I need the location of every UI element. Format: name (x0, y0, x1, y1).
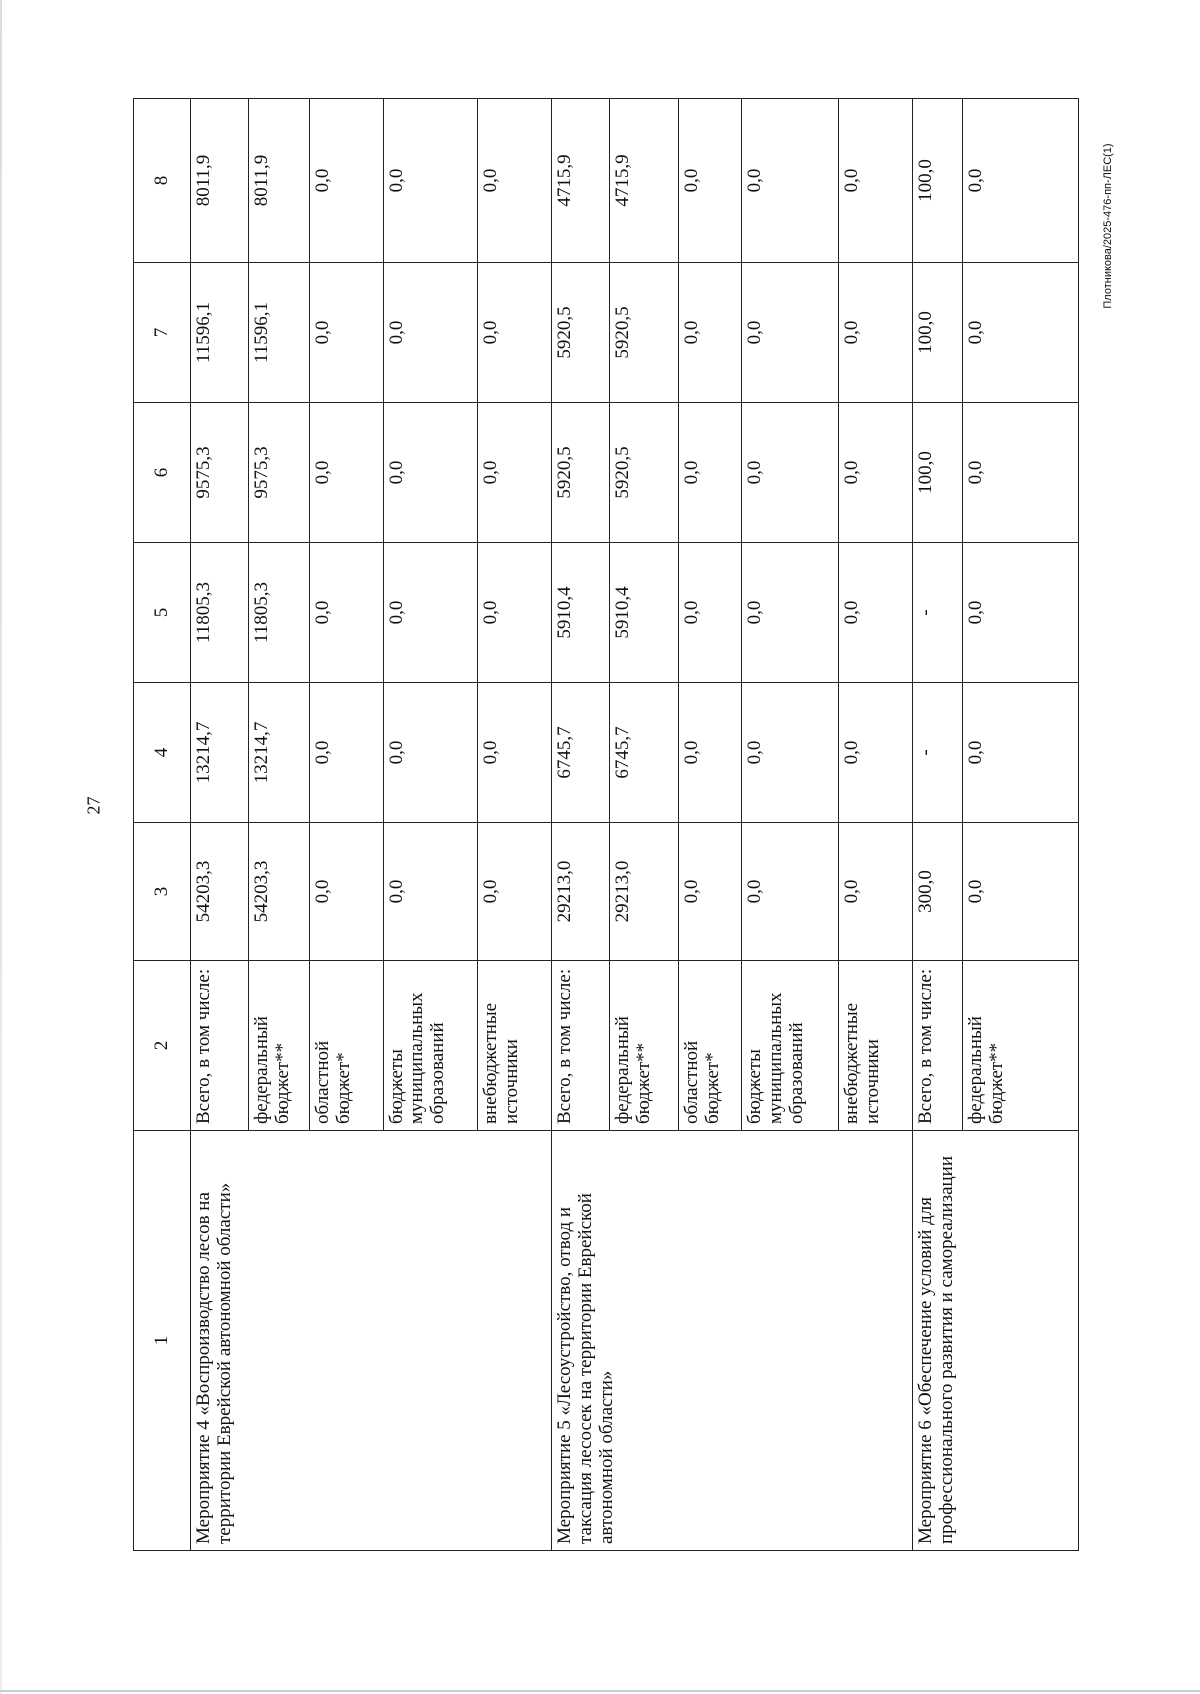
value-cell: 5920,5 (551, 263, 609, 403)
value-cell: 100,0 (912, 403, 963, 543)
value-cell: 0,0 (742, 543, 839, 683)
value-cell: 11596,1 (191, 263, 249, 403)
value-cell: 11805,3 (248, 543, 309, 683)
value-cell: 29213,0 (551, 823, 609, 961)
value-cell: 0,0 (309, 543, 383, 683)
value-cell: 0,0 (839, 543, 913, 683)
value-cell: 0,0 (742, 403, 839, 543)
value-cell: 0,0 (383, 99, 478, 263)
funding-source: областной бюджет* (679, 961, 742, 1131)
value-cell: 0,0 (963, 403, 1079, 543)
header-row (134, 99, 191, 1551)
value-cell: 0,0 (309, 99, 383, 263)
value-cell: 54203,3 (191, 823, 249, 961)
value-cell: 0,0 (742, 823, 839, 961)
funding-source: федеральный бюджет** (963, 961, 1079, 1131)
table-row (551, 99, 609, 1551)
value-cell: 13214,7 (191, 683, 249, 823)
scan-edge-bottom (0, 1690, 1200, 1692)
value-cell: 300,0 (912, 823, 963, 961)
value-cell: 0,0 (839, 823, 913, 961)
value-cell: 5920,5 (551, 403, 609, 543)
value-cell: 0,0 (478, 99, 552, 263)
budget-table (133, 98, 1079, 1551)
value-cell: 8011,9 (191, 99, 249, 263)
value-cell: 0,0 (742, 263, 839, 403)
value-cell: 29213,0 (609, 823, 678, 961)
header-cell: 1 (134, 1131, 191, 1551)
value-cell: 0,0 (478, 403, 552, 543)
funding-source: внебюджетные источники (478, 961, 552, 1131)
value-cell: 100,0 (912, 99, 963, 263)
value-cell: 0,0 (383, 403, 478, 543)
funding-source: Всего, в том числе: (912, 961, 963, 1131)
value-cell: 0,0 (309, 823, 383, 961)
value-cell: 4715,9 (551, 99, 609, 263)
measure-title: Мероприятие 5 «Лесоустройство, отвод и таксация лесосек на территории Еврейской автономной области» (551, 1131, 912, 1551)
value-cell: 11805,3 (191, 543, 249, 683)
value-cell: 5910,4 (609, 543, 678, 683)
measure-title: Мероприятие 4 «Воспроизводство лесов на территории Еврейской автономной области» (191, 1131, 552, 1551)
value-cell: 0,0 (742, 99, 839, 263)
header-cell: 2 (134, 961, 191, 1131)
header-cell: 3 (134, 823, 191, 961)
value-cell: 0,0 (478, 263, 552, 403)
value-cell: 13214,7 (248, 683, 309, 823)
funding-source: внебюджетные источники (839, 961, 913, 1131)
header-cell: 4 (134, 683, 191, 823)
value-cell: 54203,3 (248, 823, 309, 961)
value-cell: 0,0 (839, 683, 913, 823)
page-number: 27 (83, 796, 104, 815)
value-cell: - (912, 683, 963, 823)
value-cell: 4715,9 (609, 99, 678, 263)
value-cell: 0,0 (839, 403, 913, 543)
value-cell: 11596,1 (248, 263, 309, 403)
value-cell: 0,0 (309, 683, 383, 823)
value-cell: 0,0 (679, 823, 742, 961)
value-cell: 0,0 (309, 263, 383, 403)
value-cell: 0,0 (963, 263, 1079, 403)
value-cell: 0,0 (963, 543, 1079, 683)
header-cell: 6 (134, 403, 191, 543)
value-cell: 0,0 (383, 683, 478, 823)
value-cell: 0,0 (679, 99, 742, 263)
value-cell: 5920,5 (609, 403, 678, 543)
header-cell: 8 (134, 99, 191, 263)
value-cell: 0,0 (383, 263, 478, 403)
value-cell: 0,0 (839, 263, 913, 403)
header-cell: 7 (134, 263, 191, 403)
value-cell: 0,0 (679, 403, 742, 543)
value-cell: 6745,7 (609, 683, 678, 823)
value-cell: 9575,3 (248, 403, 309, 543)
value-cell: 0,0 (839, 99, 913, 263)
value-cell: 0,0 (478, 543, 552, 683)
funding-source: федеральный бюджет** (248, 961, 309, 1131)
value-cell: 0,0 (963, 823, 1079, 961)
value-cell: 100,0 (912, 263, 963, 403)
measure-title: Мероприятие 6 «Обеспечение условий для профессионального развития и самореализации (912, 1131, 1078, 1551)
value-cell: 0,0 (679, 683, 742, 823)
value-cell: 0,0 (963, 683, 1079, 823)
value-cell: 0,0 (383, 823, 478, 961)
value-cell: 8011,9 (248, 99, 309, 263)
value-cell: 5920,5 (609, 263, 678, 403)
table-row (912, 99, 963, 1551)
footer-code: Плотникова/2025-476-пп-ЛЕС(1) (1102, 143, 1114, 309)
budget-table-container (133, 99, 1079, 1551)
value-cell: 0,0 (478, 683, 552, 823)
value-cell: 0,0 (383, 543, 478, 683)
scan-edge-left (0, 0, 2, 1694)
funding-source: Всего, в том числе: (191, 961, 249, 1131)
value-cell: 0,0 (679, 543, 742, 683)
table-row (191, 99, 249, 1551)
value-cell: 9575,3 (191, 403, 249, 543)
value-cell: 0,0 (963, 99, 1079, 263)
funding-source: бюджеты муниципальных образований (742, 961, 839, 1131)
funding-source: бюджеты муниципальных образований (383, 961, 478, 1131)
value-cell: 5910,4 (551, 543, 609, 683)
value-cell: 0,0 (478, 823, 552, 961)
value-cell: 0,0 (679, 263, 742, 403)
header-cell: 5 (134, 543, 191, 683)
value-cell: - (912, 543, 963, 683)
value-cell: 6745,7 (551, 683, 609, 823)
funding-source: федеральный бюджет** (609, 961, 678, 1131)
value-cell: 0,0 (742, 683, 839, 823)
table-body (191, 99, 1079, 1551)
value-cell: 0,0 (309, 403, 383, 543)
funding-source: областной бюджет* (309, 961, 383, 1131)
funding-source: Всего, в том числе: (551, 961, 609, 1131)
